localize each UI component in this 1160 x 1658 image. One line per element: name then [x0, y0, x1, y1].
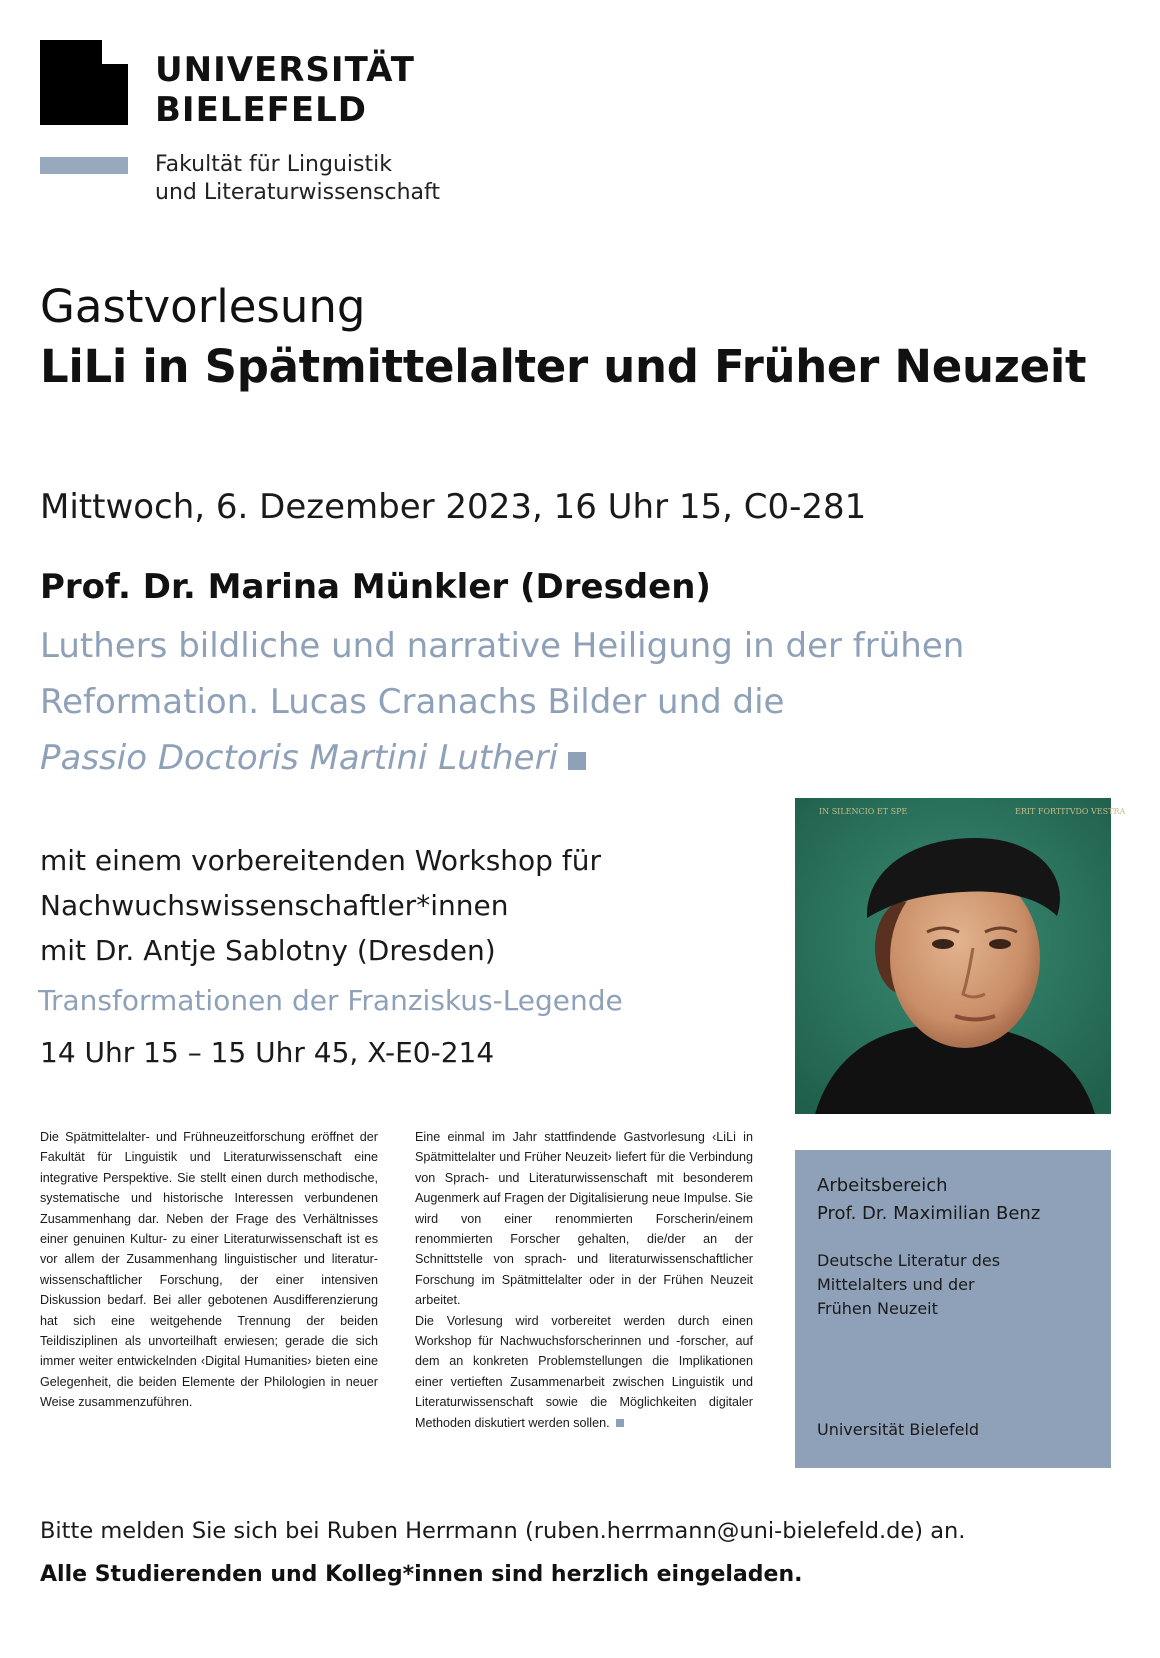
contact-line: Bitte melden Sie sich bei Ruben Herrmann (ruben.herrmann@uni-bielefeld.de) an. [40, 1518, 966, 1544]
luther-portrait [795, 798, 1126, 1114]
end-square-small-icon [616, 1419, 624, 1427]
talk-title-line-1: Luthers bildliche und narrative Heiligung in der frühen [40, 626, 965, 666]
invitation-line: Alle Studierenden und Kolleg*innen sind herzlich eingeladen. [40, 1562, 803, 1587]
intro-right-paragraph-2 [415, 1311, 753, 1433]
workshop-time: 14 Uhr 15 – 15 Uhr 45, X-E0-214 [40, 1036, 495, 1069]
university-name-line-1: UNIVERSITÄT [155, 50, 415, 90]
workshop-intro [40, 838, 601, 973]
talk-title-line-2: Reformation. Lucas Cranachs Bilder und die [40, 682, 785, 722]
talk-title-italic: Passio Doctoris Martini Lutheri [40, 738, 559, 778]
department-desc-line-3: Frühen Neuzeit [817, 1299, 938, 1318]
event-series-title: LiLi in Spätmittelalter und Früher Neuzeit [40, 340, 1087, 393]
intro-column-right [415, 1127, 753, 1433]
university-logo-mark [40, 40, 128, 125]
faculty-line-2: und Literaturwissenschaft [155, 180, 440, 205]
department-desc-line-1: Deutsche Literatur des [817, 1251, 1001, 1270]
event-dateline: Mittwoch, 6. Dezember 2023, 16 Uhr 15, C0-281 [40, 487, 867, 527]
department-title [817, 1172, 1040, 1228]
intro-right-paragraph-2-text: Die Vorlesung wird vorbereitet werden durch einen Workshop für Nachwuchsforscherinnen und -forscher, auf dem an konkreten Problemstellungen die Implikationen einer vertieften Zusammenarbeit zwischen Linguistik und Literaturwissenschaft sowie die Möglichkeiten digitaler Methoden diskutiert werden sollen. [415, 1313, 753, 1430]
department-university: Universität Bielefeld [817, 1420, 980, 1439]
faculty-line-1: Fakultät für Linguistik [155, 152, 392, 177]
talk-title-line-3 [40, 730, 1090, 786]
department-box [795, 1150, 1111, 1468]
department-description [817, 1249, 1000, 1321]
university-name [155, 50, 415, 130]
faculty-bar [40, 157, 128, 174]
department-desc-line-2: Mittelalters und der [817, 1275, 975, 1294]
portrait-inscription-left: IN SILENCIO ET SPE [819, 807, 908, 816]
event-kicker: Gastvorlesung [40, 280, 366, 333]
workshop-title: Transformationen der Franziskus-Legende [38, 984, 623, 1017]
portrait-inscription-right: ERIT FORTITVDO VESTRA [1015, 807, 1126, 816]
intro-column-left [40, 1127, 378, 1413]
speaker-name: Prof. Dr. Marina Münkler (Dresden) [40, 567, 711, 607]
department-title-line-1: Arbeitsbereich [817, 1175, 948, 1196]
university-name-line-2: BIELEFELD [155, 90, 368, 130]
intro-right-paragraph-1: Eine einmal im Jahr stattfindende Gastvorlesung ‹LiLi in Spätmittelalter und Früher Neuzeit› liefert für die Verbindung von Sprach- und Literaturwissenschaft mit besonderem Augenmerk auf Fragen der Digitalisierung neue Impulse. Sie wird von einer renommierten Forscherin/einem renommierten Forscher gehalten, die/der an der Schnittstelle von sprach- und literaturwissenschaftlicher Forschung im Spätmittelalter oder in der Frühen Neuzeit arbeitet. [415, 1130, 753, 1308]
talk-title [40, 618, 1090, 786]
workshop-line-2: Nachwuchswissenschaftler*innen [40, 889, 509, 922]
faculty-name [155, 151, 440, 207]
intro-left-text: Die Spätmittelalter- und Frühneuzeitforschung eröffnet der Fakultät für Linguistik und Literaturwissenschaft eine integrative Perspektive. Sie stellt einen durch methodische, systematische und historische Interessen verbundenen Zusammenhang dar. Neben der Frage des Verhältnisses einer genuinen Kultur- zu einer Literaturwissenschaft ist es vor allem der Zusammenhang linguistischer und literaturwissenschaftlicher Forschung, der einer intensiven Diskussion bedarf. Bei aller gebotenen Ausdifferenzierung hat sich eine weitgehende Trennung der beiden Teildisziplinen als unvorteilhaft erwiesen; gerade die sich immer weiter entwickelnden ‹Digital Humanities› bieten eine Gelegenheit, die beiden Elemente der Philologien in neuer Weise zusammenzuführen. [40, 1130, 378, 1410]
workshop-line-3: mit Dr. Antje Sablotny (Dresden) [40, 934, 496, 967]
end-square-icon [568, 752, 586, 770]
department-title-line-2: Prof. Dr. Maximilian Benz [817, 1203, 1041, 1224]
workshop-line-1: mit einem vorbereitenden Workshop für [40, 844, 601, 877]
